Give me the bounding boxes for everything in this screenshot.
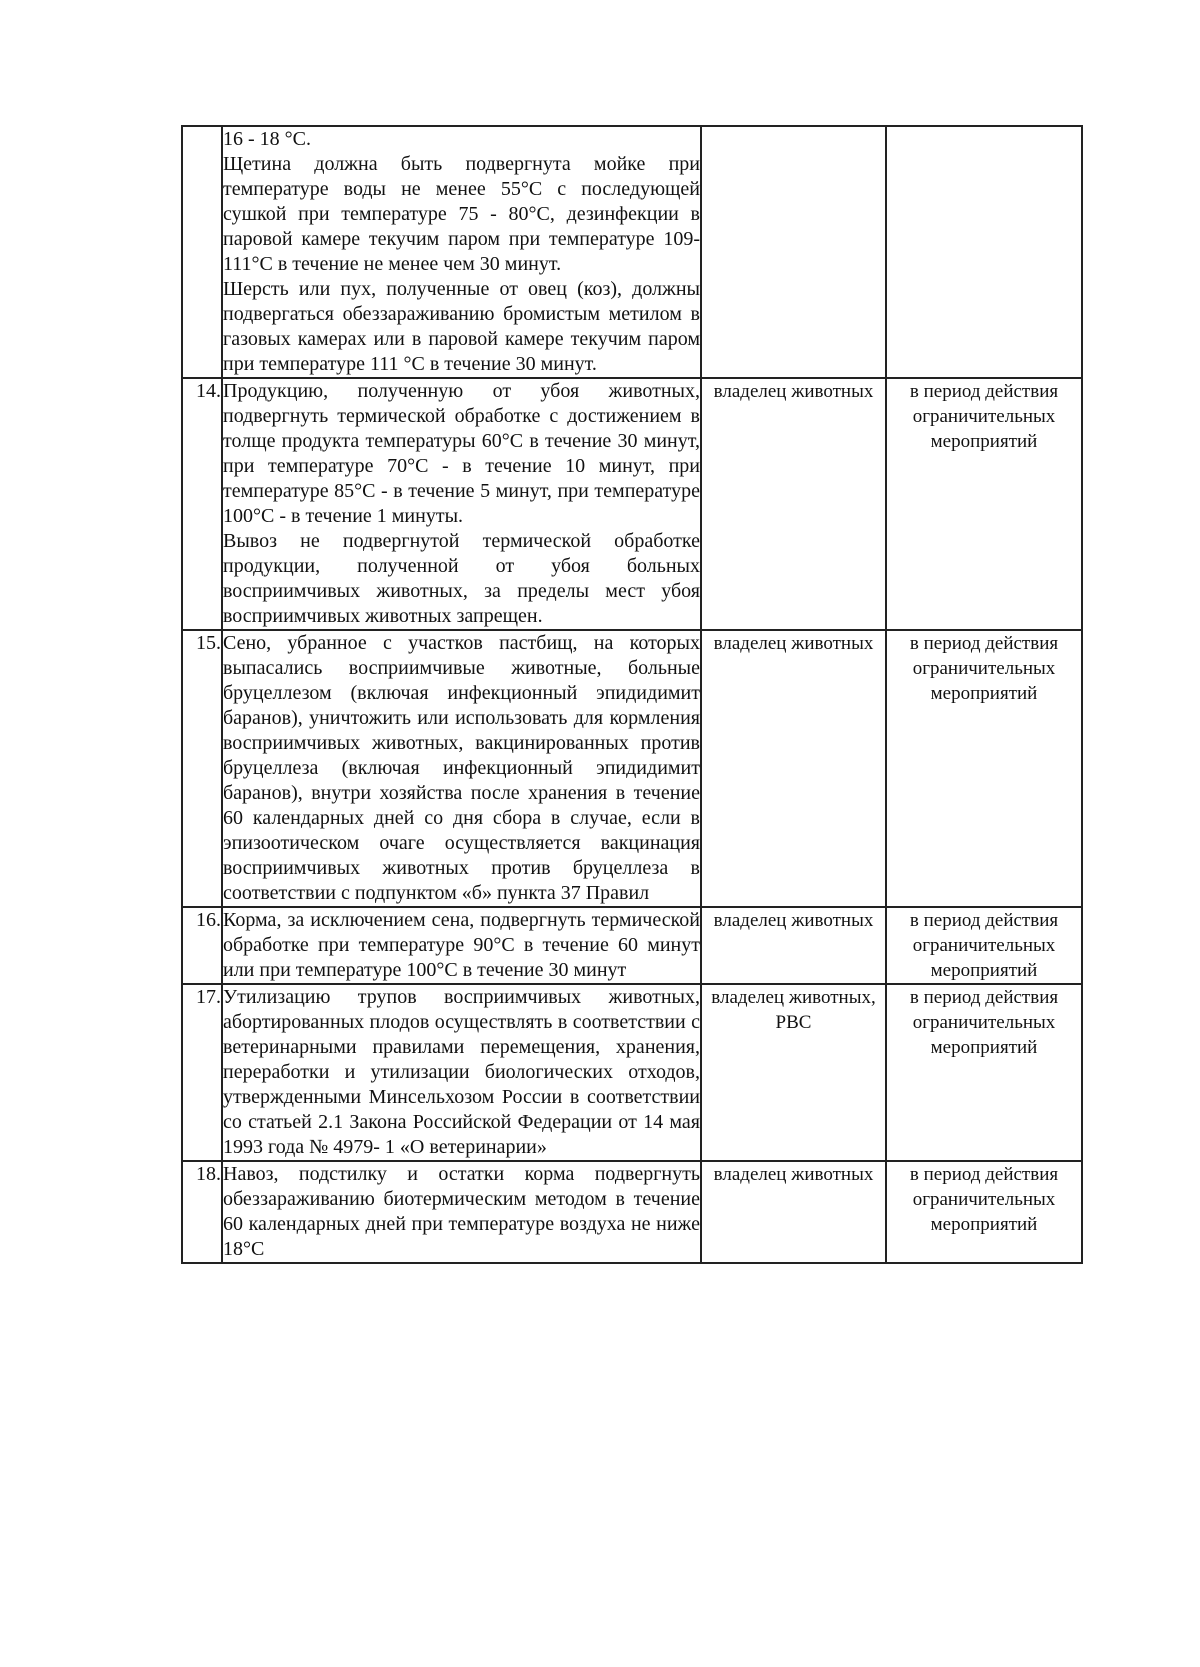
table-row <box>182 1161 1082 1263</box>
row-number <box>182 126 222 378</box>
measure-paragraph: Продукцию, полученную от убоя животных, подвергнуть термической обработке с достижением в толще продукта температуры 60°С в течение 30 минут, при температуре 70°С - в течение 10 минут, при температуре 85°С - в течение 5 минут, при температуре 100°С - в течение 1 минуты. <box>223 380 700 527</box>
term-cell: в период действия ограничительных мероприятий <box>886 907 1082 984</box>
measure-text <box>222 984 701 1161</box>
row-number: 18. <box>182 1161 222 1263</box>
measure-paragraph: Щетина должна быть подвергнута мойке при температуре воды не менее 55°С с последующей сушкой при температуре 75 - 80°С, дезинфекции в паровой камере текучим паром при температуре 109-111°С в течение не менее чем 30 минут. <box>223 153 700 275</box>
term-cell: в период действия ограничительных мероприятий <box>886 984 1082 1161</box>
responsible-cell: владелец животных, РВС <box>701 984 886 1161</box>
term-cell: в период действия ограничительных мероприятий <box>886 1161 1082 1263</box>
row-number: 17. <box>182 984 222 1161</box>
responsible-cell: владелец животных <box>701 378 886 630</box>
table-row <box>182 630 1082 907</box>
term-cell <box>886 126 1082 378</box>
term-cell: в период действия ограничительных мероприятий <box>886 378 1082 630</box>
responsible-cell: владелец животных <box>701 1161 886 1263</box>
measure-text <box>222 378 701 630</box>
table-row <box>182 378 1082 630</box>
table-row <box>182 907 1082 984</box>
measure-paragraph: Вывоз не подвергнутой термической обработке продукции, полученной от убоя больных восприимчивых животных, за пределы мест убоя восприимчивых животных запрещен. <box>223 530 700 627</box>
responsible-cell <box>701 126 886 378</box>
table-row <box>182 984 1082 1161</box>
row-number: 16. <box>182 907 222 984</box>
row-number: 14. <box>182 378 222 630</box>
measure-paragraph: 16 - 18 °С. <box>223 128 311 150</box>
measure-paragraph: Корма, за исключением сена, подвергнуть термической обработке при температуре 90°С в течение 60 минут или при температуре 100°С в течение 30 минут <box>223 909 700 981</box>
measure-text <box>222 907 701 984</box>
measure-text <box>222 126 701 378</box>
measure-text <box>222 1161 701 1263</box>
measures-table <box>181 125 1083 1264</box>
measure-text <box>222 630 701 907</box>
responsible-cell: владелец животных <box>701 630 886 907</box>
table-row <box>182 126 1082 378</box>
measure-paragraph: Навоз, подстилку и остатки корма подвергнуть обеззараживанию биотермическим методом в течение 60 календарных дней при температуре воздуха не ниже 18°С <box>223 1163 700 1260</box>
row-number: 15. <box>182 630 222 907</box>
measure-paragraph: Шерсть или пух, полученные от овец (коз), должны подвергаться обеззараживанию бромистым метилом в газовых камерах или в паровой камере текучим паром при температуре 111 °С в течение 30 минут. <box>223 278 700 375</box>
measure-paragraph: Сено, убранное с участков пастбищ, на которых выпасались восприимчивые животные, больные бруцеллезом (включая инфекционный эпидидимит баранов), уничтожить или использовать для кормления восприимчивых животных, вакцинированных против бруцеллеза (включая инфекционный эпидидимит баранов), внутри хозяйства после хранения в течение 60 календарных дней со дня сбора в случае, если в эпизоотическом очаге осуществляется вакцинация восприимчивых животных против бруцеллеза в соответствии с подпунктом «б» пункта 37 Правил <box>223 632 700 904</box>
responsible-cell: владелец животных <box>701 907 886 984</box>
term-cell: в период действия ограничительных мероприятий <box>886 630 1082 907</box>
measure-paragraph: Утилизацию трупов восприимчивых животных, абортированных плодов осуществлять в соответствии с ветеринарными правилами перемещения, хранения, переработки и утилизации биологических отходов, утвержденными Минсельхозом России в соответствии со статьей 2.1 Закона Российской Федерации от 14 мая 1993 года № 4979- 1 «О ветеринарии» <box>223 986 700 1158</box>
